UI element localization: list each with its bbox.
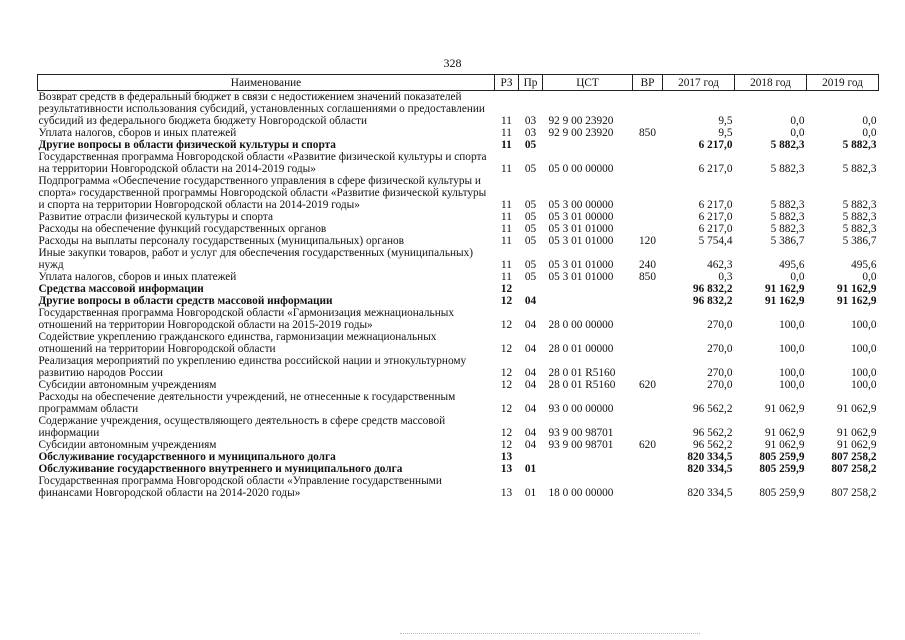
cell-vr bbox=[633, 463, 663, 475]
cell-vr bbox=[633, 355, 663, 379]
cell-vr: 620 bbox=[639, 439, 656, 451]
table-row bbox=[38, 415, 879, 439]
cell-vr bbox=[633, 451, 663, 463]
cell-cst bbox=[543, 451, 633, 463]
cell-rz: 11 bbox=[501, 223, 512, 235]
table-row bbox=[38, 475, 879, 499]
cell-y2017: 96 562,2 bbox=[692, 403, 733, 415]
cell-name: Государственная программа Новгородской области «Управление государственными финансами Новгородской области на 2014-2020 годы» bbox=[38, 475, 442, 499]
cell-rz: 11 bbox=[501, 139, 512, 151]
cell-y2018: 5 882,3 bbox=[770, 211, 805, 223]
cell-y2018: 5 882,3 bbox=[770, 139, 805, 151]
cell-rz: 12 bbox=[500, 319, 513, 331]
cell-pr: 04 bbox=[524, 367, 537, 379]
cell-y2018: 5 882,3 bbox=[770, 163, 805, 175]
cell-vr: 240 bbox=[639, 259, 656, 271]
cell-vr bbox=[633, 307, 663, 331]
header-2018: 2018 год bbox=[735, 75, 807, 91]
cell-vr: 620 bbox=[639, 379, 656, 391]
cell-rz: 12 bbox=[500, 427, 513, 439]
cell-y2019: 5 386,7 bbox=[842, 235, 877, 247]
cell-cst: 05 3 01 01000 bbox=[548, 235, 614, 247]
cell-pr: 05 bbox=[524, 211, 537, 223]
cell-y2017: 5 754,4 bbox=[698, 235, 733, 247]
cell-pr: 04 bbox=[524, 379, 537, 391]
cell-cst: 92 9 00 23920 bbox=[548, 115, 614, 127]
cell-y2019: 91 162,9 bbox=[836, 295, 877, 307]
cell-y2018: 91 162,9 bbox=[764, 295, 805, 307]
cell-pr: 05 bbox=[524, 139, 537, 151]
cell-rz: 11 bbox=[501, 259, 512, 271]
cell-vr bbox=[633, 139, 663, 151]
table-row bbox=[38, 91, 879, 128]
cell-vr bbox=[633, 283, 663, 295]
table-row bbox=[38, 151, 879, 175]
cell-vr bbox=[633, 415, 663, 439]
cell-rz: 11 bbox=[501, 199, 512, 211]
cell-y2019: 807 258,2 bbox=[831, 451, 877, 463]
cell-name: Возврат средств в федеральный бюджет в связи с недостижением значений показателей результативности использования субсидий, установленных соглашениями о предоставлении субсидий из федерального бюджета бюджету Новгородской области bbox=[38, 91, 485, 127]
cell-pr: 05 bbox=[524, 223, 537, 235]
cell-y2017: 270,0 bbox=[707, 343, 733, 355]
cell-y2017: 820 334,5 bbox=[687, 451, 733, 463]
cell-name: Обслуживание государственного внутреннего и муниципального долга bbox=[38, 463, 403, 475]
cell-vr bbox=[633, 391, 663, 415]
cell-y2019: 5 882,3 bbox=[842, 139, 877, 151]
cell-rz: 13 bbox=[500, 451, 513, 463]
cell-cst: 28 0 00 00000 bbox=[548, 319, 614, 331]
cell-pr: 04 bbox=[524, 343, 537, 355]
cell-y2017: 9,5 bbox=[718, 115, 733, 127]
cell-rz: 12 bbox=[500, 295, 513, 307]
table-row bbox=[38, 295, 879, 307]
cell-y2018: 100,0 bbox=[779, 343, 805, 355]
cell-y2017: 820 334,5 bbox=[687, 463, 733, 475]
cell-cst: 18 0 00 00000 bbox=[548, 487, 614, 499]
table-row bbox=[38, 463, 879, 475]
cell-rz: 13 bbox=[500, 463, 513, 475]
cell-y2019: 100,0 bbox=[851, 367, 877, 379]
cell-y2017: 820 334,5 bbox=[687, 487, 733, 499]
cell-y2018: 100,0 bbox=[779, 319, 805, 331]
cell-y2018: 495,6 bbox=[779, 259, 805, 271]
cell-cst: 93 9 00 98701 bbox=[548, 427, 614, 439]
cell-y2017: 6 217,0 bbox=[698, 139, 733, 151]
table-row bbox=[38, 331, 879, 355]
cell-y2018: 100,0 bbox=[779, 379, 805, 391]
header-cst: ЦСТ bbox=[543, 75, 633, 91]
cell-pr: 04 bbox=[524, 439, 537, 451]
cell-y2017: 96 832,2 bbox=[692, 283, 733, 295]
cell-rz: 13 bbox=[500, 487, 513, 499]
cell-pr: 04 bbox=[524, 403, 537, 415]
cell-y2019: 807 258,2 bbox=[831, 463, 877, 475]
cell-rz: 12 bbox=[500, 367, 513, 379]
cell-y2019: 5 882,3 bbox=[842, 211, 877, 223]
cell-cst: 05 0 00 00000 bbox=[548, 163, 614, 175]
cell-y2018: 91 162,9 bbox=[764, 283, 805, 295]
cell-vr bbox=[633, 223, 663, 235]
cell-y2019: 91 162,9 bbox=[836, 283, 877, 295]
cell-pr: 04 bbox=[524, 319, 537, 331]
cell-y2019: 100,0 bbox=[851, 319, 877, 331]
header-name: Наименование bbox=[38, 75, 495, 91]
cell-name: Субсидии автономным учреждениям bbox=[38, 439, 217, 451]
cell-vr: 120 bbox=[639, 235, 656, 247]
table-row bbox=[38, 379, 879, 391]
cell-y2019: 5 882,3 bbox=[842, 163, 877, 175]
cell-rz: 12 bbox=[500, 283, 513, 295]
cell-vr: 850 bbox=[639, 271, 656, 283]
cell-cst: 93 9 00 98701 bbox=[548, 439, 614, 451]
cell-y2019: 91 062,9 bbox=[836, 439, 877, 451]
cell-y2017: 270,0 bbox=[707, 379, 733, 391]
cell-name: Подпрограмма «Обеспечение государственного управления в сфере физической культуры и спорта» государственной программы Новгородской области «Развитие физической культуры и спорта на территории Новгородской области на 2014-2019 годы» bbox=[38, 175, 487, 211]
cell-rz: 11 bbox=[501, 235, 512, 247]
cell-y2018: 91 062,9 bbox=[764, 403, 805, 415]
page-number: 328 bbox=[443, 56, 462, 70]
cell-name: Содействие укреплению гражданского единства, гармонизации межнациональных отношений на территории Новгородской области bbox=[38, 331, 437, 355]
cell-cst: 93 0 00 00000 bbox=[548, 403, 614, 415]
cell-rz: 11 bbox=[501, 115, 512, 127]
cell-name: Средства массовой информации bbox=[38, 283, 204, 295]
cell-cst: 28 0 01 R5160 bbox=[548, 367, 616, 379]
header-2017: 2017 год bbox=[663, 75, 735, 91]
cell-cst: 05 3 01 00000 bbox=[548, 211, 614, 223]
cell-rz: 12 bbox=[500, 403, 513, 415]
table-row bbox=[38, 307, 879, 331]
cell-cst: 28 0 01 00000 bbox=[548, 343, 614, 355]
cell-name: Иные закупки товаров, работ и услуг для обеспечения государственных (муниципальных) нужд bbox=[38, 247, 474, 271]
header-vr: ВР bbox=[633, 75, 663, 91]
cell-y2017: 0,3 bbox=[718, 271, 733, 283]
table-row bbox=[38, 355, 879, 379]
cell-y2018: 91 062,9 bbox=[764, 427, 805, 439]
cell-cst: 05 3 01 01000 bbox=[548, 259, 614, 271]
table-row bbox=[38, 211, 879, 223]
cell-rz: 11 bbox=[501, 163, 512, 175]
cell-pr: 01 bbox=[524, 487, 537, 499]
cell-vr bbox=[633, 211, 663, 223]
cell-pr bbox=[519, 451, 543, 463]
table-row bbox=[38, 283, 879, 295]
cell-pr: 05 bbox=[524, 235, 537, 247]
table-body bbox=[38, 91, 879, 500]
cell-y2019: 100,0 bbox=[851, 343, 877, 355]
cell-name: Содержание учреждения, осуществляющего деятельность в сфере средств массовой информации bbox=[38, 415, 446, 439]
table-row bbox=[38, 439, 879, 451]
cell-cst bbox=[543, 283, 633, 295]
cell-y2018: 91 062,9 bbox=[764, 439, 805, 451]
cell-name: Другие вопросы в области средств массовой информации bbox=[38, 295, 333, 307]
cell-name: Другие вопросы в области физической культуры и спорта bbox=[38, 139, 336, 151]
cell-y2017: 270,0 bbox=[707, 319, 733, 331]
cell-cst bbox=[543, 463, 633, 475]
cell-cst bbox=[543, 295, 633, 307]
table-row bbox=[38, 235, 879, 247]
table-row bbox=[38, 391, 879, 415]
table-header bbox=[38, 75, 879, 91]
cell-y2017: 6 217,0 bbox=[698, 199, 733, 211]
cell-y2019: 0,0 bbox=[862, 127, 877, 139]
header-rz: РЗ bbox=[495, 75, 519, 91]
cell-cst: 05 3 00 00000 bbox=[548, 199, 614, 211]
cell-name: Расходы на обеспечение функций государственных органов bbox=[38, 223, 327, 235]
cell-name: Субсидии автономным учреждениям bbox=[38, 379, 217, 391]
cell-name: Уплата налогов, сборов и иных платежей bbox=[38, 127, 237, 139]
scan-artifact bbox=[400, 633, 700, 636]
cell-y2018: 5 386,7 bbox=[770, 235, 805, 247]
cell-name: Обслуживание государственного и муниципального долга bbox=[38, 451, 336, 463]
cell-pr: 03 bbox=[524, 115, 537, 127]
cell-name: Расходы на обеспечение деятельности учреждений, не отнесенные к государственным программам области bbox=[38, 391, 456, 415]
cell-y2018: 805 259,9 bbox=[759, 463, 805, 475]
cell-rz: 11 bbox=[501, 271, 512, 283]
cell-y2017: 6 217,0 bbox=[698, 211, 733, 223]
cell-y2019: 91 062,9 bbox=[836, 403, 877, 415]
cell-name: Уплата налогов, сборов и иных платежей bbox=[38, 271, 237, 283]
cell-y2018: 5 882,3 bbox=[770, 223, 805, 235]
cell-y2019: 100,0 bbox=[851, 379, 877, 391]
cell-vr bbox=[633, 151, 663, 175]
cell-rz: 11 bbox=[501, 127, 512, 139]
cell-y2017: 96 562,2 bbox=[692, 427, 733, 439]
cell-name: Расходы на выплаты персоналу государственных (муниципальных) органов bbox=[38, 235, 404, 247]
cell-name: Государственная программа Новгородской области «Развитие физической культуры и спорта на территории Новгородской области на 2014-2019 годы» bbox=[38, 151, 487, 175]
cell-rz: 12 bbox=[500, 343, 513, 355]
cell-y2019: 0,0 bbox=[862, 115, 877, 127]
cell-y2019: 91 062,9 bbox=[836, 427, 877, 439]
table-row bbox=[38, 271, 879, 283]
cell-y2019: 0,0 bbox=[862, 271, 877, 283]
cell-y2017: 462,3 bbox=[707, 259, 733, 271]
cell-y2018: 0,0 bbox=[790, 271, 805, 283]
cell-y2017: 6 217,0 bbox=[698, 223, 733, 235]
cell-y2018: 0,0 bbox=[790, 127, 805, 139]
cell-pr: 04 bbox=[524, 427, 537, 439]
cell-vr bbox=[633, 475, 663, 499]
cell-vr bbox=[633, 91, 663, 128]
cell-rz: 11 bbox=[501, 211, 512, 223]
cell-vr bbox=[633, 331, 663, 355]
table-row bbox=[38, 247, 879, 271]
cell-rz: 12 bbox=[500, 379, 513, 391]
header-pr: Пр bbox=[519, 75, 543, 91]
table-row bbox=[38, 223, 879, 235]
cell-vr bbox=[633, 175, 663, 211]
cell-rz: 12 bbox=[500, 439, 513, 451]
budget-table bbox=[37, 74, 879, 499]
cell-y2017: 6 217,0 bbox=[698, 163, 733, 175]
cell-name: Реализация мероприятий по укреплению единства российской нации и этнокультурному развитию народов России bbox=[38, 355, 467, 379]
cell-y2018: 5 882,3 bbox=[770, 199, 805, 211]
cell-vr: 850 bbox=[639, 127, 656, 139]
cell-pr: 05 bbox=[524, 163, 537, 175]
cell-pr bbox=[519, 283, 543, 295]
cell-y2019: 495,6 bbox=[851, 259, 877, 271]
cell-y2018: 0,0 bbox=[790, 115, 805, 127]
cell-y2017: 96 832,2 bbox=[692, 295, 733, 307]
cell-cst: 05 3 01 01000 bbox=[548, 223, 614, 235]
cell-pr: 05 bbox=[524, 271, 537, 283]
cell-y2017: 9,5 bbox=[718, 127, 733, 139]
cell-y2017: 270,0 bbox=[707, 367, 733, 379]
cell-pr: 03 bbox=[524, 127, 537, 139]
cell-pr: 01 bbox=[524, 463, 537, 475]
cell-cst: 92 9 00 23920 bbox=[548, 127, 614, 139]
cell-cst bbox=[543, 139, 633, 151]
table-row bbox=[38, 127, 879, 139]
cell-cst: 28 0 01 R5160 bbox=[548, 379, 616, 391]
header-2019: 2019 год bbox=[807, 75, 879, 91]
cell-pr: 05 bbox=[524, 199, 537, 211]
table-row bbox=[38, 451, 879, 463]
table-row bbox=[38, 175, 879, 211]
cell-y2018: 805 259,9 bbox=[759, 487, 805, 499]
cell-y2019: 807 258,2 bbox=[831, 487, 877, 499]
table-row bbox=[38, 139, 879, 151]
cell-y2018: 100,0 bbox=[779, 367, 805, 379]
cell-cst: 05 3 01 01000 bbox=[548, 271, 614, 283]
cell-name: Государственная программа Новгородской области «Гармонизация межнациональных отношений на территории Новгородской области на 2015-2019 годы» bbox=[38, 307, 454, 331]
cell-name: Развитие отрасли физической культуры и спорта bbox=[38, 211, 274, 223]
cell-pr: 04 bbox=[524, 295, 537, 307]
cell-y2019: 5 882,3 bbox=[842, 223, 877, 235]
cell-y2018: 805 259,9 bbox=[759, 451, 805, 463]
cell-y2017: 96 562,2 bbox=[692, 439, 733, 451]
cell-vr bbox=[633, 295, 663, 307]
cell-y2019: 5 882,3 bbox=[842, 199, 877, 211]
cell-pr: 05 bbox=[524, 259, 537, 271]
